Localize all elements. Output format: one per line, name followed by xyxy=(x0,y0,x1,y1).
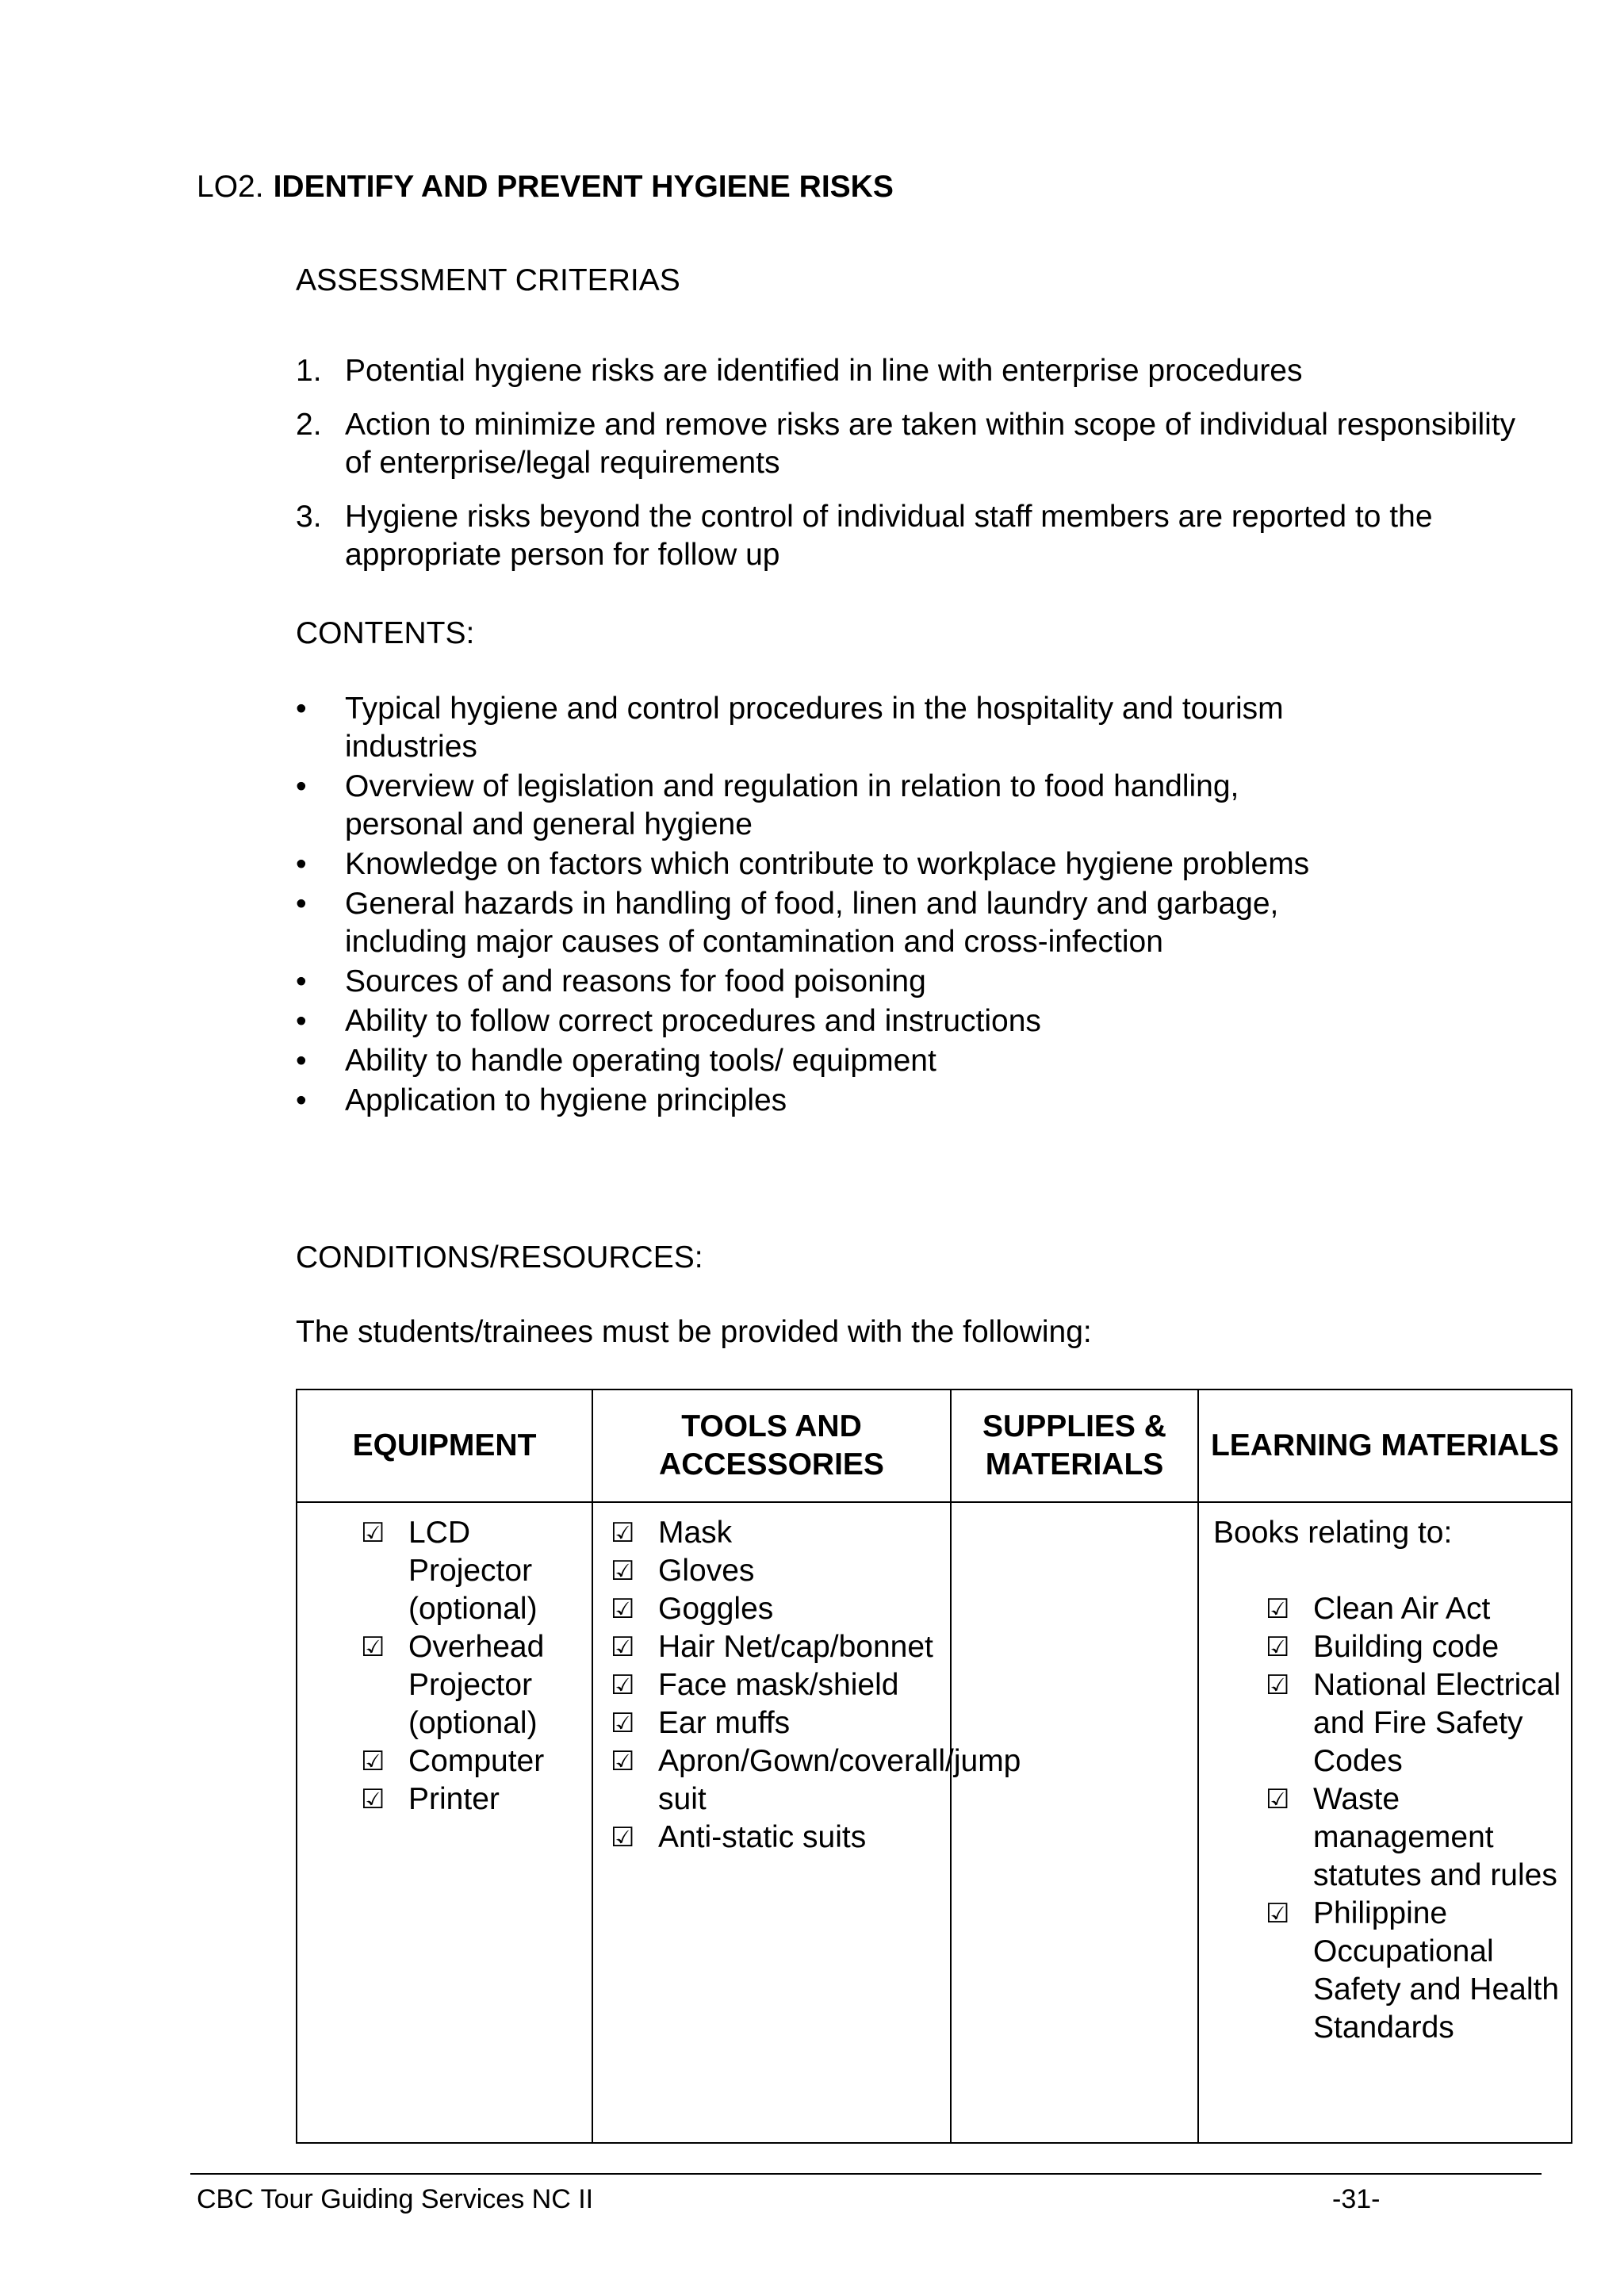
learning-item xyxy=(1266,1666,1571,1780)
bullet-icon: • xyxy=(296,887,307,921)
contents-item xyxy=(296,845,1327,884)
contents-item xyxy=(296,690,1327,766)
checkbox-checked-icon: ☑ xyxy=(611,1631,635,1663)
learning-item-text: Building code xyxy=(1313,1630,1500,1664)
tool-item xyxy=(611,1819,950,1857)
learning-item-text: Waste management statutes and rules xyxy=(1313,1782,1557,1892)
contents-item-text: General hazards in handling of food, linen and laundry and garbage, including major causes of contamination and cross-infection xyxy=(345,887,1279,959)
bullet-icon: • xyxy=(296,1044,307,1078)
checkbox-checked-icon: ☑ xyxy=(1266,1669,1290,1701)
checkbox-checked-icon: ☑ xyxy=(1266,1898,1290,1930)
tool-item xyxy=(611,1704,950,1742)
equipment-item xyxy=(361,1628,592,1742)
resources-table xyxy=(296,1389,1572,2144)
tool-item xyxy=(611,1552,950,1590)
tool-item-text: Ear muffs xyxy=(658,1706,791,1740)
learning-item xyxy=(1266,1780,1571,1895)
books-label: Books relating to: xyxy=(1213,1516,1453,1550)
learning-cell xyxy=(1198,1502,1572,2143)
criteria-number: 2. xyxy=(296,408,322,442)
assessment-heading: ASSESSMENT CRITERIAS xyxy=(296,263,680,297)
criteria-text: Hygiene risks beyond the control of individual staff members are reported to the appropriate person for follow up xyxy=(345,500,1433,572)
header-equipment: EQUIPMENT xyxy=(297,1389,592,1502)
criteria-number: 3. xyxy=(296,500,322,534)
learning-item-text: Clean Air Act xyxy=(1313,1592,1491,1626)
bullet-icon: • xyxy=(296,847,307,881)
contents-item-text: Typical hygiene and control procedures in the hospitality and tourism industries xyxy=(345,692,1284,764)
header-tools: TOOLS AND ACCESSORIES xyxy=(592,1389,951,1502)
contents-item-text: Application to hygiene principles xyxy=(345,1083,787,1117)
lo-number: LO2. xyxy=(197,170,264,204)
tool-item-text: Hair Net/cap/bonnet xyxy=(658,1630,933,1664)
equipment-item xyxy=(361,1780,592,1819)
bullet-icon: • xyxy=(296,1004,307,1038)
learning-item xyxy=(1266,1590,1571,1628)
checkbox-checked-icon: ☑ xyxy=(361,1746,385,1777)
table-header-row xyxy=(297,1389,1572,1502)
contents-item-text: Ability to follow correct procedures and instructions xyxy=(345,1004,1041,1038)
equipment-list xyxy=(361,1514,592,1819)
equipment-item-text: LCD Projector (optional) xyxy=(408,1516,538,1626)
assessment-criteria-list xyxy=(296,352,1533,590)
criteria-item xyxy=(296,352,1533,390)
tool-item-text: Mask xyxy=(658,1516,733,1550)
equipment-item xyxy=(361,1514,592,1628)
learning-item xyxy=(1266,1628,1571,1666)
criteria-item xyxy=(296,498,1533,574)
criteria-number: 1. xyxy=(296,354,322,388)
checkbox-checked-icon: ☑ xyxy=(361,1517,385,1549)
criteria-text: Action to minimize and remove risks are taken within scope of individual responsibility of enterprise/legal requirements xyxy=(345,408,1516,480)
checkbox-checked-icon: ☑ xyxy=(611,1555,635,1587)
contents-list xyxy=(296,690,1327,1121)
contents-item xyxy=(296,1042,1327,1080)
tool-item-text: Apron/Gown/coverall/jump suit xyxy=(658,1744,1021,1816)
tool-item xyxy=(611,1514,950,1552)
contents-item-text: Knowledge on factors which contribute to workplace hygiene problems xyxy=(345,847,1310,881)
criteria-item xyxy=(296,406,1533,482)
bullet-icon: • xyxy=(296,964,307,999)
tool-item-text: Goggles xyxy=(658,1592,774,1626)
learning-item-text: National Electrical and Fire Safety Codes xyxy=(1313,1668,1561,1778)
page-number: -31- xyxy=(1332,2184,1381,2214)
header-supplies: SUPPLIES & MATERIALS xyxy=(951,1389,1198,1502)
contents-item xyxy=(296,768,1327,844)
footer-divider xyxy=(190,2173,1542,2175)
contents-item-text: Sources of and reasons for food poisoning xyxy=(345,964,926,999)
learning-list xyxy=(1266,1590,1571,2047)
checkbox-checked-icon: ☑ xyxy=(361,1784,385,1815)
equipment-cell xyxy=(297,1502,592,2143)
checkbox-checked-icon: ☑ xyxy=(361,1631,385,1663)
lo-title: IDENTIFY AND PREVENT HYGIENE RISKS xyxy=(273,170,894,204)
contents-item-text: Overview of legislation and regulation in relation to food handling, personal and general hygiene xyxy=(345,769,1239,841)
learning-outcome-heading xyxy=(197,168,894,206)
checkbox-checked-icon: ☑ xyxy=(611,1746,635,1777)
checkbox-checked-icon: ☑ xyxy=(1266,1593,1290,1625)
conditions-heading: CONDITIONS/RESOURCES: xyxy=(296,1240,703,1274)
tool-item xyxy=(611,1590,950,1628)
equipment-item-text: Computer xyxy=(408,1744,545,1778)
equipment-item-text: Printer xyxy=(408,1782,500,1816)
header-learning: LEARNING MATERIALS xyxy=(1198,1389,1572,1502)
table-row xyxy=(297,1502,1572,2143)
checkbox-checked-icon: ☑ xyxy=(611,1593,635,1625)
tool-item-text: Face mask/shield xyxy=(658,1668,899,1702)
contents-heading: CONTENTS: xyxy=(296,616,475,650)
checkbox-checked-icon: ☑ xyxy=(611,1822,635,1853)
bullet-icon: • xyxy=(296,692,307,726)
tool-item-text: Gloves xyxy=(658,1554,755,1588)
footer-title: CBC Tour Guiding Services NC II xyxy=(197,2184,594,2214)
contents-item xyxy=(296,963,1327,1001)
checkbox-checked-icon: ☑ xyxy=(611,1669,635,1701)
bullet-icon: • xyxy=(296,1083,307,1117)
tools-cell xyxy=(592,1502,1021,2143)
bullet-icon: • xyxy=(296,769,307,803)
conditions-intro: The students/trainees must be provided with the following: xyxy=(296,1315,1092,1349)
equipment-item-text: Overhead Projector (optional) xyxy=(408,1630,545,1740)
tools-list xyxy=(611,1514,1021,1857)
contents-item xyxy=(296,885,1327,961)
tool-item xyxy=(611,1628,950,1666)
learning-item-text: Philippine Occupational Safety and Health Standards xyxy=(1313,1896,1560,2045)
contents-item-text: Ability to handle operating tools/ equipment xyxy=(345,1044,936,1078)
learning-item xyxy=(1266,1895,1571,2047)
supplies-cell xyxy=(951,1502,1198,2143)
criteria-text: Potential hygiene risks are identified in line with enterprise procedures xyxy=(345,354,1303,388)
tool-item xyxy=(611,1742,1021,1819)
checkbox-checked-icon: ☑ xyxy=(1266,1631,1290,1663)
tool-item xyxy=(611,1666,950,1704)
checkbox-checked-icon: ☑ xyxy=(611,1517,635,1549)
checkbox-checked-icon: ☑ xyxy=(611,1708,635,1739)
contents-item xyxy=(296,1082,1327,1120)
checkbox-checked-icon: ☑ xyxy=(1266,1784,1290,1815)
equipment-item xyxy=(361,1742,592,1780)
tool-item-text: Anti-static suits xyxy=(658,1820,867,1854)
contents-item xyxy=(296,1002,1327,1041)
